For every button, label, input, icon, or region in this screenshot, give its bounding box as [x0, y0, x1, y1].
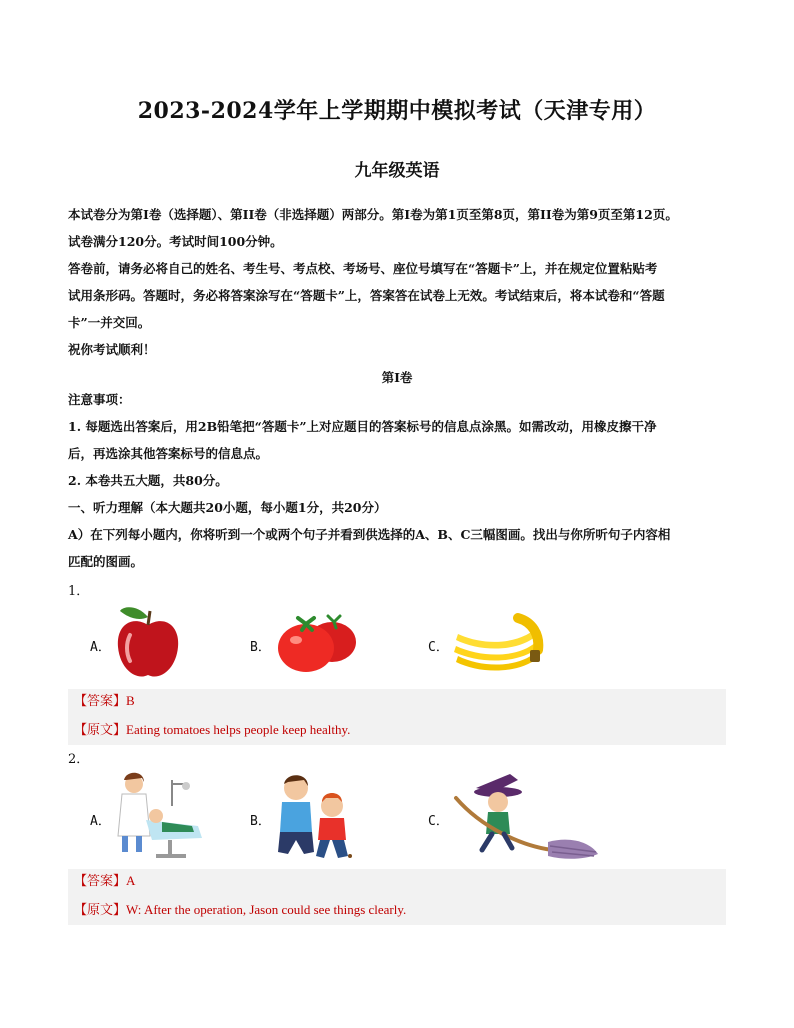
boy-hurt-leg-image: [274, 770, 358, 862]
script-text: W: After the operation, Jason could see things clearly.: [126, 902, 407, 917]
question-number: 1．: [68, 584, 90, 599]
answer-tag: 【答案】: [74, 694, 127, 709]
notes-title: 注意事项：: [68, 392, 131, 407]
option-label-a: A．: [90, 814, 111, 829]
option-label-a: A．: [90, 640, 111, 655]
answer-value: B: [126, 693, 135, 708]
witch-broom-image: [452, 772, 600, 862]
part-1-heading: 一、听力理解（本大题共20小题，每小题1分，共20分）: [68, 500, 387, 515]
exam-title: 2023-2024学年上学期期中模拟考试（天津专用）: [137, 98, 657, 124]
intro-line-3: 答卷前，请务必将自己的姓名、考生号、考点校、考场号、座位号填写在“答题卡”上，并在规定位置粘贴考: [68, 261, 658, 276]
script-tag: 【原文】: [74, 723, 127, 738]
option-label-c: C．: [428, 814, 449, 829]
option-label-b: B．: [250, 814, 271, 829]
answer-line: [74, 870, 135, 889]
option-label-c: C．: [428, 640, 449, 655]
answer-box: [68, 689, 726, 745]
answer-value: A: [126, 873, 136, 888]
script-text: Eating tomatoes helps people keep healthy.: [126, 722, 351, 737]
intro-line-6: 祝你考试顺利！: [68, 342, 156, 357]
part-a-instruction-2: 匹配的图画。: [68, 554, 144, 569]
question-number: 2．: [68, 752, 90, 767]
bananas-image: [452, 612, 544, 672]
script-line: [74, 719, 350, 738]
script-line: [74, 899, 406, 918]
option-label-b: B．: [250, 640, 271, 655]
section-heading: 第I卷: [381, 370, 413, 385]
intro-line-4: 试用条形码。答题时，务必将答案涂写在“答题卡”上，答案答在试卷上无效。考试结束后，将本试卷和“答题: [68, 288, 665, 303]
intro-line-2: 试卷满分120分。考试时间100分钟。: [68, 234, 283, 249]
note-2: 2. 本卷共五大题，共80分。: [68, 473, 228, 488]
eye-doctor-image: [112, 770, 208, 860]
answer-box: [68, 869, 726, 925]
intro-line-1: 本试卷分为第I卷（选择题）、第II卷（非选择题）两部分。第I卷为第1页至第8页，第II卷为第9页至第12页。: [68, 207, 678, 222]
tomatoes-image: [276, 612, 360, 676]
script-tag: 【原文】: [74, 903, 127, 918]
note-1b: 后，再选涂其他答案标号的信息点。: [68, 446, 269, 461]
exam-subtitle: 九年级英语: [354, 161, 440, 181]
intro-line-5: 卡”一并交回。: [68, 315, 151, 330]
answer-tag: 【答案】: [74, 874, 127, 889]
apple-image: [112, 603, 184, 683]
part-a-instruction-1: A）在下列每小题内，你将听到一个或两个句子并看到供选择的A、B、C三幅图画。找出与你所听句子内容相: [68, 527, 671, 542]
answer-line: [74, 690, 135, 709]
note-1a: 1. 每题选出答案后，用2B铅笔把“答题卡”上对应题目的答案标号的信息点涂黑。如需改动，用橡皮擦干净: [68, 419, 657, 434]
